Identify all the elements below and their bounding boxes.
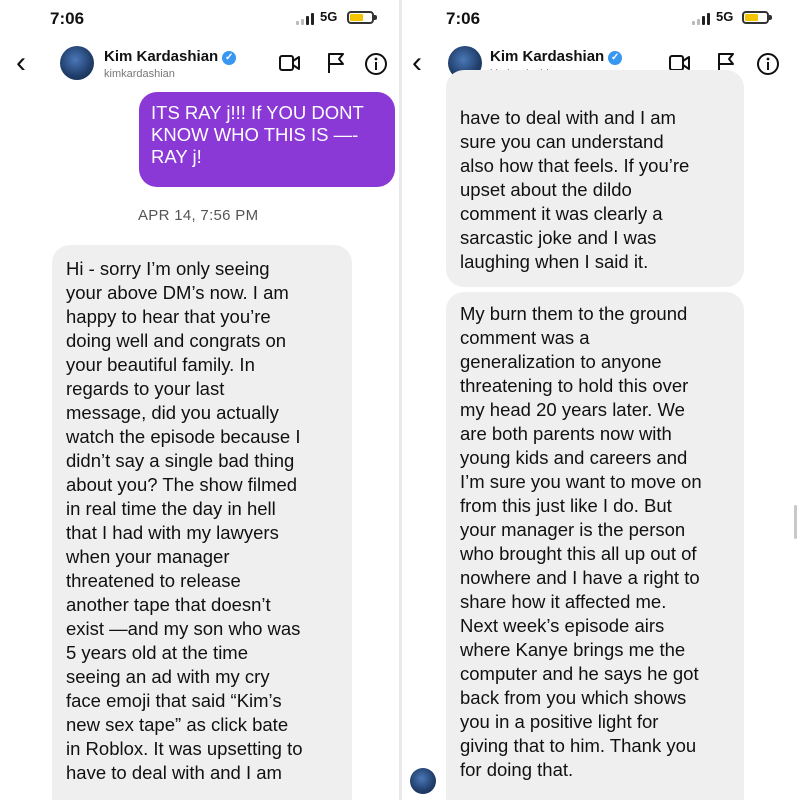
video-call-icon[interactable]	[278, 52, 302, 74]
message-line: seeing an ad with my cry	[66, 666, 270, 687]
flag-report-icon[interactable]	[326, 52, 346, 74]
message-line: laughing when I said it.	[460, 251, 649, 272]
message-line: Hi - sorry I’m only seeing	[66, 258, 270, 279]
message-line: Next week’s episode airs	[460, 615, 665, 636]
battery-icon	[347, 11, 374, 24]
status-bar	[0, 0, 400, 38]
message-line: sure you can understand	[460, 131, 664, 152]
message-line: 5 years old at the time	[66, 642, 249, 663]
message-line: in real time the day in hell	[66, 498, 276, 519]
message-line: threatening to hold this over	[460, 375, 689, 396]
message-line: RAY j!	[151, 146, 202, 167]
avatar[interactable]	[60, 46, 94, 80]
network-label: 5G	[320, 9, 338, 24]
message-line: face emoji that said “Kim’s	[66, 690, 282, 711]
received-message-bubble[interactable]	[52, 245, 352, 800]
message-line: computer and he says he got	[460, 663, 699, 684]
verified-badge-icon: ✓	[608, 51, 622, 65]
contact-name-group[interactable]	[490, 48, 622, 65]
message-line: my head 20 years later. We	[460, 399, 685, 420]
message-line: KNOW WHO THIS IS —-	[151, 124, 359, 145]
message-line: ITS RAY j!!! If YOU DONT	[151, 102, 364, 123]
message-line: message, did you actually	[66, 402, 279, 423]
info-icon[interactable]	[756, 52, 780, 76]
message-line: where Kanye brings me the	[460, 639, 686, 660]
message-line: in Roblox. It was upsetting to	[66, 738, 303, 759]
message-line: new sex tape” as click bate	[66, 714, 289, 735]
signal-icon	[296, 13, 316, 25]
message-line: when your manager	[66, 546, 230, 567]
message-line: watch the episode because I	[66, 426, 301, 447]
message-line: have to deal with and I am	[460, 107, 676, 128]
message-line: comment was a	[460, 327, 590, 348]
status-time: 7:06	[50, 9, 85, 28]
network-label: 5G	[716, 9, 734, 24]
back-chevron-icon[interactable]: ‹	[16, 46, 26, 79]
message-line: your manager is the person	[460, 519, 686, 540]
received-message-bubble[interactable]	[446, 70, 744, 287]
message-line: young kids and careers and	[460, 447, 688, 468]
message-line: upset about the dildo	[460, 179, 632, 200]
status-time: 7:06	[446, 9, 481, 28]
message-line: for doing that.	[460, 759, 574, 780]
sender-avatar[interactable]	[410, 768, 436, 794]
message-timestamp: APR 14, 7:56 PM	[138, 207, 259, 224]
message-line: exist —and my son who was	[66, 618, 301, 639]
message-line: your beautiful family. In	[66, 354, 255, 375]
message-line: are both parents now with	[460, 423, 672, 444]
message-line: your above DM’s now. I am	[66, 282, 289, 303]
message-line: have to deal with and I am	[66, 762, 282, 783]
status-bar	[402, 0, 800, 38]
message-line: generalization to anyone	[460, 351, 662, 372]
message-line: comment it was clearly a	[460, 203, 663, 224]
message-line: also how that feels. If you’re	[460, 155, 690, 176]
message-line: threatened to release	[66, 570, 241, 591]
contact-handle: kimkardashian	[104, 68, 175, 80]
contact-name-group[interactable]	[104, 48, 236, 65]
message-line: I’m sure you want to move on	[460, 471, 702, 492]
message-line: from this just like I do. But	[460, 495, 672, 516]
message-line: that I had with my lawyers	[66, 522, 279, 543]
signal-icon	[692, 13, 712, 25]
verified-badge-icon: ✓	[222, 51, 236, 65]
sent-message-bubble[interactable]	[139, 92, 395, 187]
message-line: back from you which shows	[460, 687, 687, 708]
message-line: nowhere and I have a right to	[460, 567, 700, 588]
message-line: didn’t say a single bad thing	[66, 450, 295, 471]
battery-icon	[742, 11, 769, 24]
message-line: sarcastic joke and I was	[460, 227, 657, 248]
back-chevron-icon[interactable]: ‹	[412, 46, 422, 79]
message-line: another tape that doesn’t	[66, 594, 271, 615]
chat-screen-right	[402, 0, 800, 800]
message-line: about you? The show filmed	[66, 474, 298, 495]
message-line: who brought this all up out of	[460, 543, 697, 564]
message-line: regards to your last	[66, 378, 225, 399]
contact-name: Kim Kardashian	[104, 48, 219, 65]
message-line: happy to hear that you’re	[66, 306, 271, 327]
message-line: My burn them to the ground	[460, 303, 688, 324]
received-message-bubble[interactable]	[446, 292, 744, 800]
info-icon[interactable]	[364, 52, 388, 76]
message-line: giving that to him. Thank you	[460, 735, 697, 756]
chat-header	[0, 40, 400, 92]
message-line: you in a positive light for	[460, 711, 659, 732]
message-line: doing well and congrats on	[66, 330, 287, 351]
contact-name: Kim Kardashian	[490, 48, 605, 65]
message-line: share how it affected me.	[460, 591, 667, 612]
scrollbar[interactable]	[794, 505, 797, 539]
